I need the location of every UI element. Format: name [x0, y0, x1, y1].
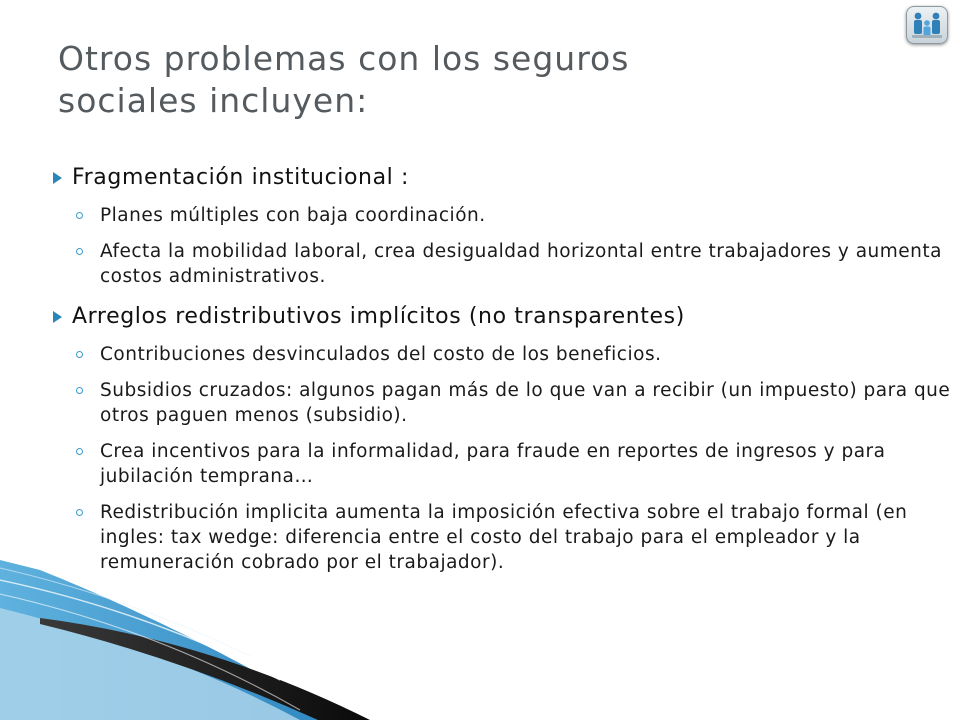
slide-title-line-1: Otros problemas con los seguros	[58, 39, 630, 78]
ring-bullet-icon	[76, 387, 83, 394]
ring-bullet-icon	[76, 351, 83, 358]
decorative-swoosh	[0, 560, 420, 720]
bullet-item	[52, 303, 952, 331]
slide-title	[58, 38, 878, 122]
sub-bullet-item	[100, 342, 952, 367]
bullet-text: Fragmentación institucional :	[72, 165, 410, 190]
sub-bullet-item	[100, 378, 952, 428]
ring-bullet-icon	[76, 212, 83, 219]
sub-bullet-item	[100, 439, 952, 489]
triangle-bullet-icon	[53, 311, 62, 323]
triangle-bullet-icon	[53, 172, 62, 184]
sub-bullet-text: Crea incentivos para la informalidad, para fraude en reportes de ingresos y para jubilación temprana…	[100, 441, 886, 487]
sub-bullet-item	[100, 203, 952, 228]
slide-title-line-2: sociales incluyen:	[58, 81, 369, 120]
sub-bullet-text: Contribuciones desvinculados del costo de los beneficios.	[100, 344, 662, 365]
ring-bullet-icon	[76, 248, 83, 255]
sub-bullet-text: Afecta la mobilidad laboral, crea desigualdad horizontal entre trabajadores y aumenta costos administrativos.	[100, 241, 943, 287]
bullet-text: Arreglos redistributivos implícitos (no transparentes)	[72, 304, 685, 329]
sub-bullet-text: Planes múltiples con baja coordinación.	[100, 205, 486, 226]
sub-bullet-text: Subsidios cruzados: algunos pagan más de lo que van a recibir (un impuesto) para que otros paguen menos (subsidio).	[100, 380, 951, 426]
bullet-list	[52, 164, 952, 575]
sub-bullet-item	[100, 239, 952, 289]
ring-bullet-icon	[76, 448, 83, 455]
ring-bullet-icon	[76, 509, 83, 516]
bullet-item	[52, 164, 952, 192]
family-logo-icon	[906, 6, 948, 44]
sub-bullet-text: Redistribución implicita aumenta la imposición efectiva sobre el trabajo formal (en ingles: tax wedge: diferencia entre el costo del trabajo para el empleador y la remuneración cobrado por el trabajador).	[100, 502, 908, 573]
